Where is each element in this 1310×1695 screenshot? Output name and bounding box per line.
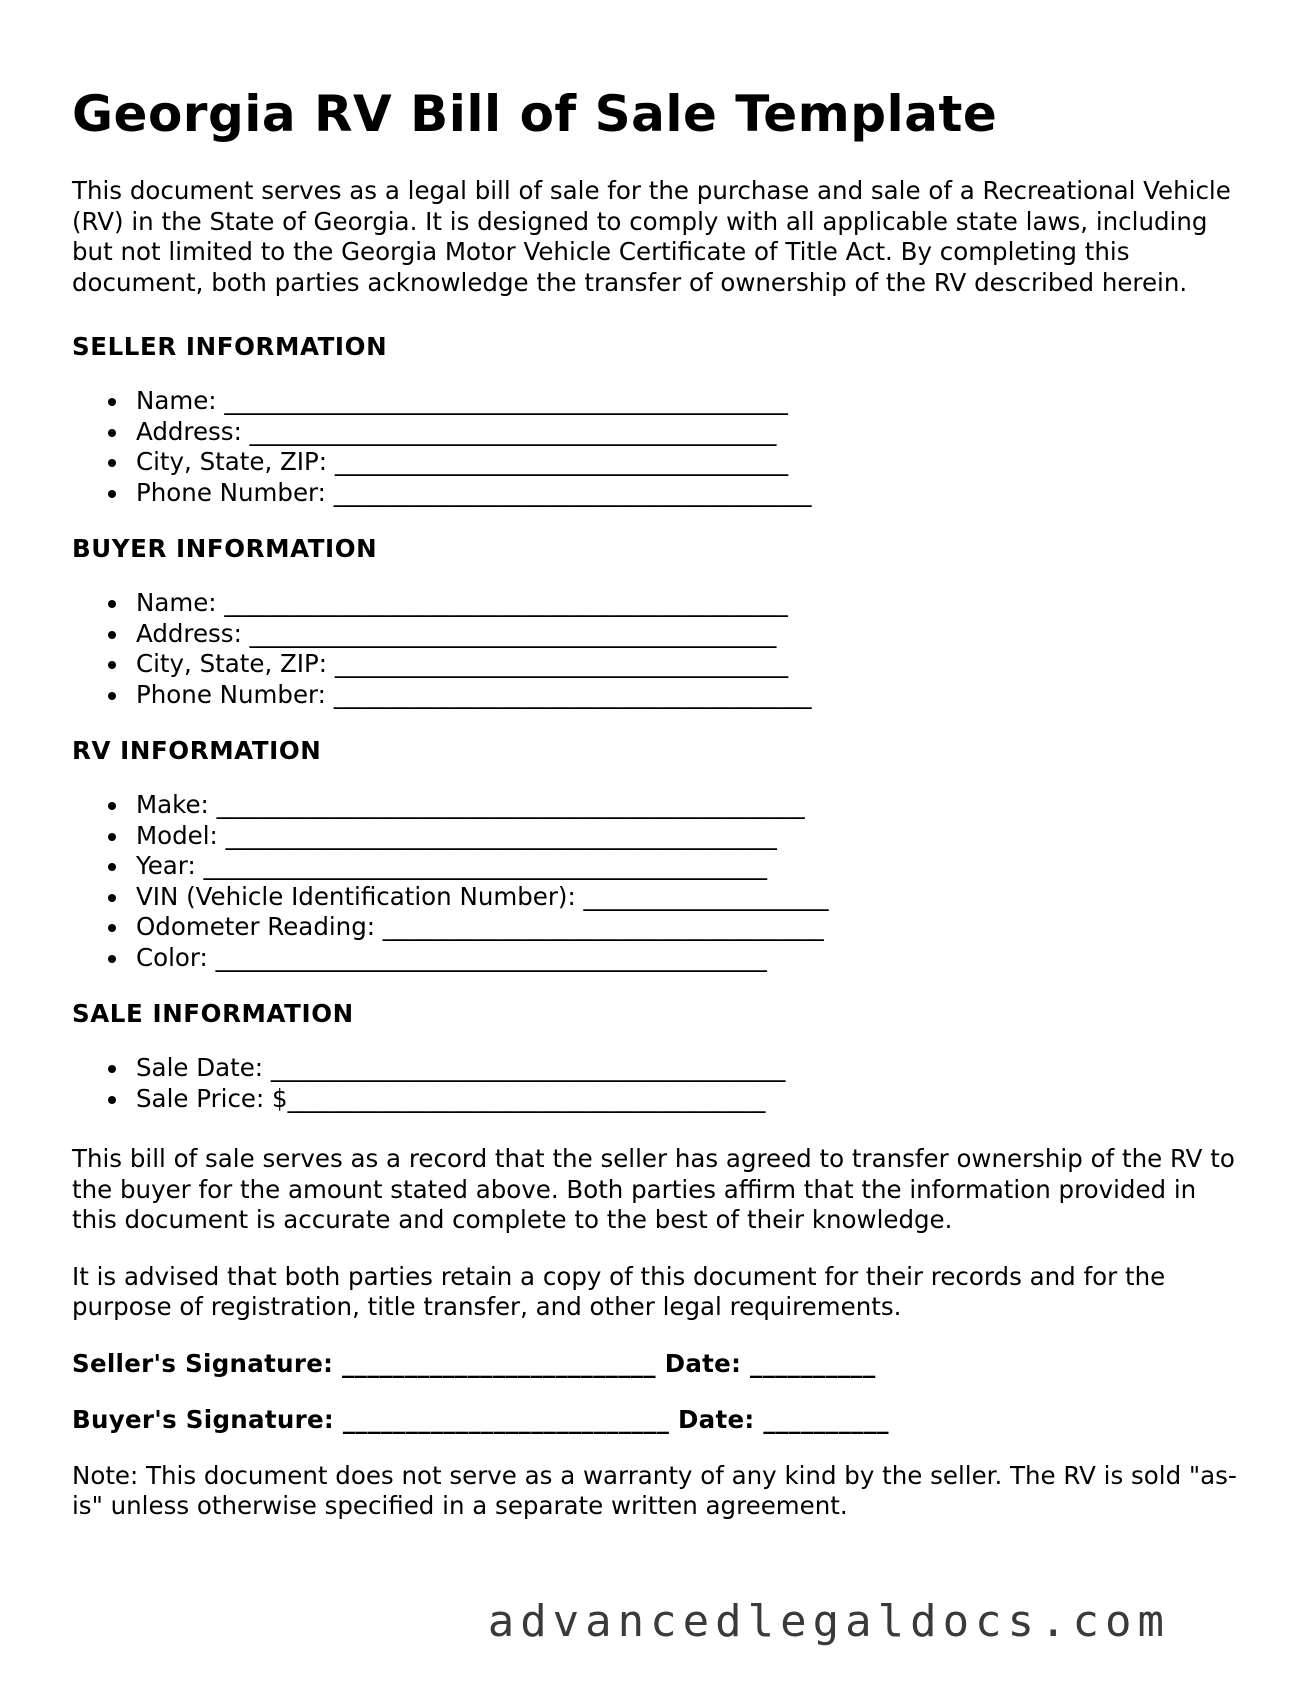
seller-city-state-zip-blank: _____________________________________ [334,447,789,476]
sale-price-field: Sale Price: $_______________________________________ [108,1084,1242,1115]
rv-make-blank: ________________________________________________ [216,790,805,819]
seller-signature-line: Seller's Signature: _________________________ Date: __________ [72,1348,876,1378]
buyer-heading: BUYER INFORMATION [72,534,378,563]
seller-name-blank: ______________________________________________ [224,386,788,415]
buyer-address-blank: ___________________________________________ [249,618,777,648]
buyer-address-field: Address: ___________________________________________ [108,619,1242,650]
note-paragraph: Note: This document does not serve as a warranty of any kind by the seller. The RV is sold "as-is" unless otherwise specified in a separate written agreement. [72,1460,1237,1520]
seller-date-blank: __________ [750,1348,876,1378]
seller-fields [72,386,1242,508]
rv-odometer-blank: ____________________________________ [382,912,824,941]
document-title: Georgia RV Bill of Sale Template [72,85,998,143]
rv-color-field: Color: _____________________________________________ [108,943,1242,974]
sale-price-blank: _______________________________________ [287,1083,766,1113]
buyer-city-state-zip-blank: _____________________________________ [334,649,789,678]
sale-heading: SALE INFORMATION [72,999,354,1028]
buyer-signature-line: Buyer's Signature: __________________________ Date: __________ [72,1404,889,1434]
sale-date-field: Sale Date: __________________________________________ [108,1053,1242,1084]
brand-watermark: advancedlegaldocs.com [487,1596,1170,1647]
record-paragraph: This bill of sale serves as a record that the seller has agreed to transfer ownership of the RV to the buyer for the amount stated above. Both parties affirm that the information provided in this document is accurate and complete to the best of their knowledge. [72,1144,1235,1234]
seller-city-state-zip-field: City, State, ZIP: _____________________________________ [108,447,1242,478]
seller-heading: SELLER INFORMATION [72,332,388,361]
buyer-name-field: Name: ______________________________________________ [108,588,1242,619]
buyer-date-blank: __________ [763,1404,889,1434]
rv-year-field: Year: ______________________________________________ [108,851,1242,882]
buyer-phone-blank: _______________________________________ [333,679,812,709]
buyer-phone-field: Phone Number: _______________________________________ [108,680,1242,711]
rv-year-blank: ______________________________________________ [203,851,767,880]
rv-model-field: Model: _____________________________________________ [108,821,1242,852]
rv-vin-blank: ____________________ [583,881,829,911]
buyer-city-state-zip-field: City, State, ZIP: _____________________________________ [108,649,1242,680]
sale-date-blank: __________________________________________ [270,1053,786,1082]
seller-address-blank: ___________________________________________ [249,416,777,446]
rv-model-blank: _____________________________________________ [225,820,777,850]
rv-heading: RV INFORMATION [72,736,322,765]
buyer-name-blank: ______________________________________________ [224,588,788,617]
seller-phone-blank: _______________________________________ [333,477,812,507]
rv-color-blank: _____________________________________________ [215,942,767,972]
seller-address-field: Address: ___________________________________________ [108,417,1242,448]
rv-odometer-field: Odometer Reading: ____________________________________ [108,912,1242,943]
sale-fields [72,1053,1242,1114]
rv-fields [72,790,1242,973]
buyer-fields [72,588,1242,710]
intro-paragraph: This document serves as a legal bill of sale for the purchase and sale of a Recreational Vehicle (RV) in the State of Georgia. It is designed to comply with all applicable state laws, including but not limited to the Georgia Motor Vehicle Certificate of Title Act. By completing this document, both parties acknowledge the transfer of ownership of the RV described herein. [72,176,1231,297]
seller-name-field: Name: ______________________________________________ [108,386,1242,417]
advice-paragraph: It is advised that both parties retain a copy of this document for their records and for the purpose of registration, title transfer, and other legal requirements. [72,1261,1166,1321]
document-page [72,84,1242,1522]
seller-signature-blank: _________________________ [342,1348,656,1378]
buyer-signature-blank: __________________________ [342,1404,670,1434]
rv-vin-field: VIN (Vehicle Identification Number): ____________________ [108,882,1242,913]
seller-phone-field: Phone Number: _______________________________________ [108,478,1242,509]
rv-make-field: Make: ________________________________________________ [108,790,1242,821]
